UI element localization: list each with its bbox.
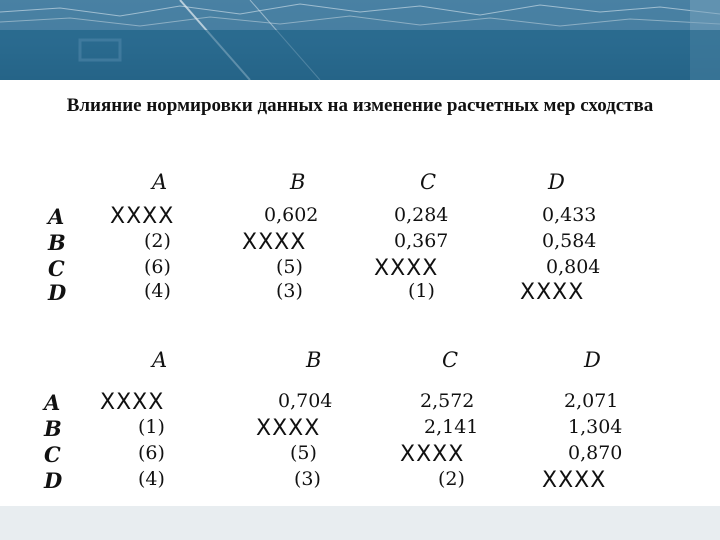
row-label-b: B — [44, 416, 62, 441]
cell-a-d: 0,433 — [542, 204, 597, 226]
cell-c-a: (6) — [144, 256, 171, 278]
cell-c-d: 0,870 — [568, 442, 623, 464]
col-header-d: D — [548, 170, 565, 194]
cell-d-a: (4) — [138, 468, 165, 490]
cell-a-a: XXXX — [110, 204, 175, 229]
row-label-d: D — [44, 468, 63, 493]
cell-a-b: 0,704 — [278, 390, 333, 412]
cell-d-c: (2) — [438, 468, 465, 490]
footer-strip — [0, 506, 720, 540]
cell-b-a: (1) — [138, 416, 165, 438]
cell-d-b: (3) — [294, 468, 321, 490]
col-header-d: D — [584, 348, 601, 372]
cell-d-b: (3) — [276, 280, 303, 302]
col-header-c: C — [420, 170, 437, 194]
cell-b-d: 0,584 — [542, 230, 597, 252]
cell-b-b: XXXX — [242, 230, 307, 255]
col-header-c: C — [442, 348, 459, 372]
cell-c-a: (6) — [138, 442, 165, 464]
cell-a-c: 0,284 — [394, 204, 449, 226]
row-label-c: C — [48, 256, 65, 281]
cell-a-c: 2,572 — [420, 390, 475, 412]
cell-b-d: 1,304 — [568, 416, 623, 438]
cell-d-d: XXXX — [520, 280, 585, 305]
row-label-a: A — [44, 390, 61, 415]
col-header-b: B — [306, 348, 322, 372]
cell-b-c: 0,367 — [394, 230, 449, 252]
cell-d-d: XXXX — [542, 468, 607, 493]
cell-a-d: 2,071 — [564, 390, 619, 412]
cell-d-c: (1) — [408, 280, 435, 302]
cell-a-b: 0,602 — [264, 204, 319, 226]
cell-b-a: (2) — [144, 230, 171, 252]
similarity-matrix-after-normalization — [28, 338, 636, 508]
cell-c-d: 0,804 — [546, 256, 601, 278]
header-banner — [0, 0, 720, 80]
row-label-d: D — [48, 280, 67, 305]
cell-c-b: (5) — [276, 256, 303, 278]
cell-a-a: XXXX — [100, 390, 165, 415]
col-header-a: A — [152, 348, 168, 372]
cell-c-b: (5) — [290, 442, 317, 464]
cell-b-c: 2,141 — [424, 416, 479, 438]
col-header-a: A — [152, 170, 168, 194]
cell-d-a: (4) — [144, 280, 171, 302]
map-texture-graphic — [0, 0, 720, 80]
cell-b-b: XXXX — [256, 416, 321, 441]
row-label-a: A — [48, 204, 65, 229]
cell-c-c: XXXX — [400, 442, 465, 467]
slide-title: Влияние нормировки данных на изменение расчетных мер сходства — [66, 95, 654, 116]
row-label-b: B — [48, 230, 66, 255]
similarity-matrix-before-normalization — [28, 156, 636, 322]
col-header-b: B — [290, 170, 306, 194]
row-label-c: C — [44, 442, 61, 467]
cell-c-c: XXXX — [374, 256, 439, 281]
